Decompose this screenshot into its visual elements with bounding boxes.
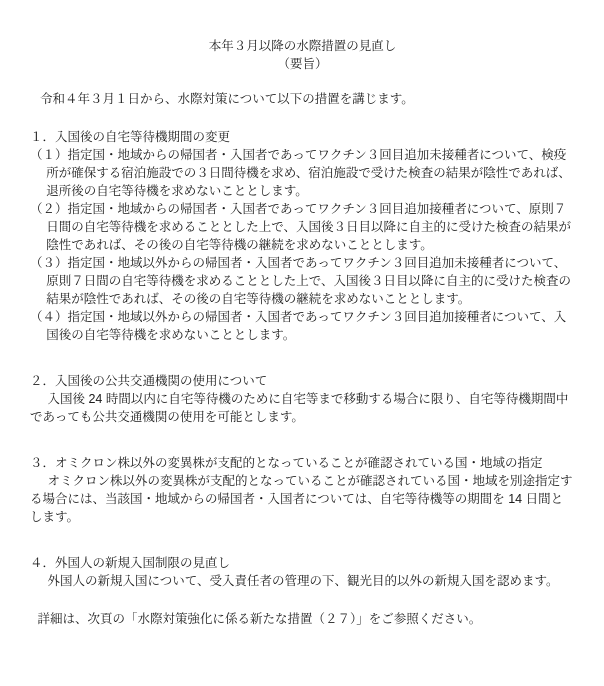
section-4-body: 外国人の新規入国について、受入責任者の管理の下、観光目的以外の新規入国を認めます。 bbox=[47, 574, 559, 588]
section-2-body: 入国後 24 時間以内に自宅等待機のために自宅等まで移動する場合に限り、自宅等待機期間中であっても公共交通機関の使用を可能とします。 bbox=[30, 392, 569, 424]
document-title: 本年３月以降の水際措置の見直し bbox=[208, 39, 397, 53]
section-1-item-3: （３）指定国・地域以外からの帰国者・入国者であってワクチン３回目追加未接種者について、原則７日間の自宅等待機を求めることとした上で、入国後３日目以降に自主的に受けた検査の結果が陰性であれば、その後の自宅等待機の継続を求めないこととします。 bbox=[30, 256, 572, 306]
section-variant-designation bbox=[30, 454, 575, 526]
section-quarantine-period bbox=[30, 128, 575, 344]
section-4-heading: ４．外国人の新規入国制限の見直し bbox=[30, 556, 231, 570]
section-3-heading: ３．オミクロン株以外の変異株が支配的となっていることが確認されている国・地域の指定 bbox=[30, 456, 543, 470]
section-new-entry-restriction bbox=[30, 554, 575, 590]
section-2-heading: ２．入国後の公共交通機関の使用について bbox=[30, 374, 268, 388]
footer-reference: 詳細は、次頁の「水際対策強化に係る新たな措置（２７）」をご参照ください。 bbox=[37, 612, 482, 626]
section-1-item-2: （２）指定国・地域からの帰国者・入国者であってワクチン３回目追加接種者について、原則７日間の自宅等待機を求めることとした上で、入国後３日目以降に自主的に受けた検査の結果が陰性であれば、その後の自宅等待機の継続を求めないこととします。 bbox=[30, 202, 572, 252]
document-subtitle: （要旨） bbox=[277, 57, 328, 71]
section-1-heading: １．入国後の自宅等待機期間の変更 bbox=[30, 130, 231, 144]
title-block bbox=[30, 37, 575, 73]
intro-paragraph: 令和４年３月１日から、水際対策について以下の措置を講じます。 bbox=[40, 92, 414, 106]
section-public-transport bbox=[30, 372, 575, 426]
section-1-item-4: （４）指定国・地域以外からの帰国者・入国者であってワクチン３回目追加接種者について、入国後の自宅等待機を求めないこととします。 bbox=[30, 310, 567, 342]
section-1-item-1: （１）指定国・地域からの帰国者・入国者であってワクチン３回目追加未接種者について、検疫所が確保する宿泊施設での３日間待機を求め、宿泊施設で受けた検査の結果が陰性であれば、退所後の自宅等待機を求めないこととします。 bbox=[30, 148, 571, 198]
section-3-body: オミクロン株以外の変異株が支配的となっていることが確認されている国・地域を別途指定する場合には、当該国・地域からの帰国者・入国者については、自宅等待機等の期間を 14 日間とします。 bbox=[30, 474, 573, 524]
